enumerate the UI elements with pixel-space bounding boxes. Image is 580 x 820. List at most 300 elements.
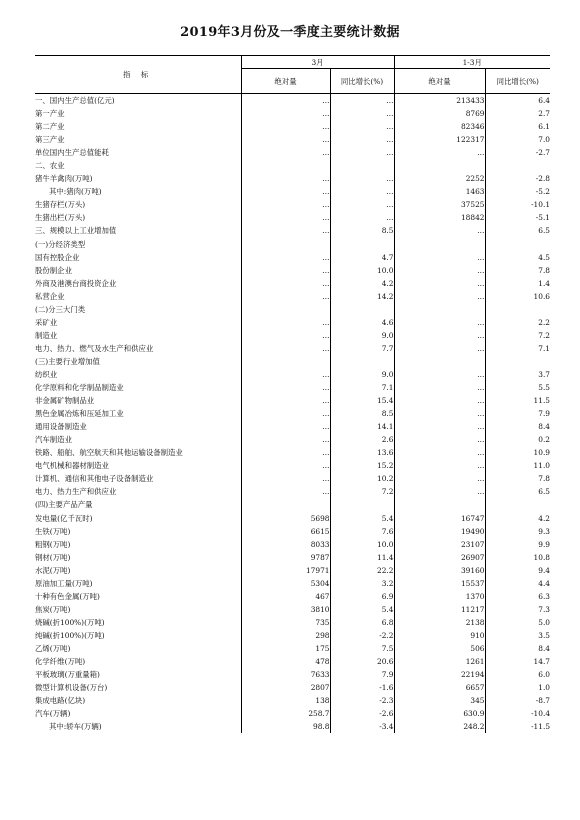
q1-yoy-cell: 10.6 (533, 291, 551, 301)
q1-absolute-cell: 37525 (394, 198, 485, 211)
march-absolute-cell: … (241, 133, 330, 146)
q1-absolute-cell (394, 303, 485, 316)
march-yoy-cell: 6.9 (330, 590, 394, 603)
table-row (35, 720, 550, 733)
march-yoy-cell: 6.8 (330, 616, 394, 629)
table-row (35, 616, 550, 629)
q1-absolute-cell: … (394, 407, 485, 420)
table-row (35, 694, 550, 707)
march-absolute-cell: 175 (241, 642, 330, 655)
q1-yoy-cell: -2.7 (535, 148, 551, 158)
march-absolute-cell: … (241, 420, 330, 433)
q1-absolute-cell: 39160 (394, 564, 485, 577)
row-label: 汽车制造业 (35, 433, 241, 446)
march-yoy-cell: 10.0 (330, 538, 394, 551)
table-row (35, 459, 550, 472)
row-label: 乙烯(万吨) (35, 642, 241, 655)
row-label: 第二产业 (35, 120, 241, 133)
march-yoy-cell: 14.1 (330, 420, 394, 433)
march-absolute-cell: … (241, 185, 330, 198)
q1-yoy-cell: 3.7 (538, 370, 551, 379)
table-row (35, 433, 550, 446)
table-row (35, 368, 550, 381)
march-yoy-cell: 15.4 (330, 394, 394, 407)
q1-absolute-cell: 213433 (394, 94, 485, 108)
statistics-table (35, 55, 550, 733)
q1-absolute-cell (394, 355, 485, 368)
q1-yoy-cell: 14.7 (533, 657, 551, 667)
march-yoy-cell: … (330, 120, 394, 133)
q1-absolute-cell: 1370 (394, 590, 485, 603)
march-yoy-cell: 7.6 (330, 525, 394, 538)
table-row (35, 211, 550, 224)
march-yoy-cell: -2.3 (330, 694, 394, 707)
q1-absolute-cell: … (394, 368, 485, 381)
q1-absolute-cell: … (394, 381, 485, 394)
march-yoy-cell: -1.6 (330, 681, 394, 694)
row-label: 粗钢(万吨) (35, 538, 241, 551)
q1-absolute-cell: … (394, 459, 485, 472)
table-row (35, 185, 550, 198)
table-row (35, 564, 550, 577)
q1-absolute-cell: … (394, 446, 485, 459)
row-label: 生铁(万吨) (35, 525, 241, 538)
row-label: 单位国内生产总值能耗 (35, 146, 241, 159)
row-label: 十种有色金属(万吨) (35, 590, 241, 603)
march-absolute-cell: 298 (241, 629, 330, 642)
march-absolute-cell: 8033 (241, 538, 330, 551)
row-label: 一、国内生产总值(亿元) (35, 94, 241, 108)
row-label: 私营企业 (35, 290, 241, 303)
header-q1-abs: 绝对量 (394, 69, 485, 94)
row-label: 二、农业 (35, 159, 241, 172)
march-yoy-cell: 2.6 (330, 433, 394, 446)
q1-yoy-cell: 2.2 (538, 317, 551, 327)
table-row (35, 172, 550, 185)
march-yoy-cell: 4.6 (330, 316, 394, 329)
march-yoy-cell: 11.4 (330, 551, 394, 564)
row-label: 国有控股企业 (35, 251, 241, 264)
march-absolute-cell (241, 303, 330, 316)
q1-absolute-cell: 910 (394, 629, 485, 642)
march-absolute-cell: … (241, 172, 330, 185)
march-yoy-cell: 7.2 (330, 485, 394, 498)
march-yoy-cell: 20.6 (330, 655, 394, 668)
march-yoy-cell: 4.7 (330, 251, 394, 264)
table-row (35, 668, 550, 681)
q1-absolute-cell: 18842 (394, 211, 485, 224)
q1-absolute-cell: 11217 (394, 603, 485, 616)
q1-yoy-cell: -11.5 (531, 722, 551, 732)
q1-absolute-cell: 506 (394, 642, 485, 655)
row-label: 电气机械和器材制造业 (35, 459, 241, 472)
q1-yoy-cell (485, 355, 550, 368)
march-yoy-cell: 9.0 (330, 368, 394, 381)
q1-yoy-cell: -5.2 (535, 187, 551, 197)
q1-yoy-cell: 7.8 (538, 474, 551, 484)
march-absolute-cell: … (241, 485, 330, 498)
march-yoy-cell: 22.2 (330, 564, 394, 577)
table-row (35, 420, 550, 433)
march-absolute-cell: 5698 (241, 512, 330, 525)
march-yoy-cell (330, 303, 394, 316)
q1-yoy-cell: 9.9 (538, 539, 551, 549)
table-row (35, 316, 550, 329)
table-row (35, 251, 550, 264)
q1-yoy-cell: 4.2 (538, 513, 551, 523)
march-yoy-cell: 5.4 (330, 512, 394, 525)
q1-yoy-cell (485, 498, 550, 511)
march-yoy-cell: 10.0 (330, 264, 394, 277)
march-yoy-cell: … (330, 211, 394, 224)
q1-absolute-cell: … (394, 420, 485, 433)
q1-yoy-cell: 8.4 (538, 643, 551, 653)
march-absolute-cell: … (241, 329, 330, 342)
q1-yoy-cell: 1.0 (538, 683, 551, 693)
march-yoy-cell: 8.5 (330, 407, 394, 420)
march-yoy-cell: … (330, 185, 394, 198)
march-absolute-cell: … (241, 264, 330, 277)
march-absolute-cell: 7633 (241, 668, 330, 681)
q1-absolute-cell: … (394, 329, 485, 342)
table-row (35, 277, 550, 290)
table-row (35, 472, 550, 485)
march-yoy-cell (330, 498, 394, 511)
q1-absolute-cell (394, 238, 485, 251)
table-row (35, 159, 550, 172)
header-q1-yoy: 同比增长(%) (485, 69, 550, 94)
q1-yoy-cell: 10.9 (533, 448, 551, 458)
q1-yoy-cell: 6.5 (538, 487, 551, 497)
header-march: 3月 (241, 56, 394, 69)
header-indicator: 指 标 (35, 56, 241, 94)
table-row (35, 381, 550, 394)
q1-yoy-cell: -10.4 (531, 709, 551, 719)
q1-absolute-cell: … (394, 224, 485, 237)
q1-absolute-cell: 630.9 (394, 707, 485, 720)
q1-yoy-cell: 11.5 (533, 396, 551, 406)
q1-yoy-cell: 4.4 (538, 578, 551, 588)
march-yoy-cell: -3.4 (330, 720, 394, 733)
table-row (35, 224, 550, 237)
march-absolute-cell: … (241, 433, 330, 446)
march-absolute-cell: 2807 (241, 681, 330, 694)
row-label: (一)分经济类型 (35, 238, 241, 251)
table-row (35, 329, 550, 342)
table-row (35, 290, 550, 303)
q1-absolute-cell: 22194 (394, 668, 485, 681)
march-yoy-cell: … (330, 94, 394, 108)
table-row (35, 394, 550, 407)
row-label: 非金属矿物制品业 (35, 394, 241, 407)
q1-yoy-cell: 10.8 (533, 552, 551, 562)
q1-absolute-cell: 82346 (394, 120, 485, 133)
march-yoy-cell: … (330, 198, 394, 211)
table-row (35, 577, 550, 590)
march-yoy-cell: … (330, 133, 394, 146)
q1-yoy-cell: 6.1 (538, 122, 551, 132)
q1-yoy-cell: 11.0 (533, 461, 551, 471)
march-yoy-cell: 7.1 (330, 381, 394, 394)
march-yoy-cell (330, 238, 394, 251)
row-label: 焦炭(万吨) (35, 603, 241, 616)
q1-absolute-cell: 6657 (394, 681, 485, 694)
march-yoy-cell: 7.7 (330, 342, 394, 355)
row-label: 计算机、通信和其他电子设备制造业 (35, 472, 241, 485)
q1-absolute-cell: 19490 (394, 525, 485, 538)
table-row (35, 407, 550, 420)
q1-absolute-cell: … (394, 316, 485, 329)
table-row (35, 707, 550, 720)
row-label: 生猪存栏(万头) (35, 198, 241, 211)
march-yoy-cell: 9.0 (330, 329, 394, 342)
march-absolute-cell: … (241, 146, 330, 159)
march-absolute-cell: … (241, 342, 330, 355)
row-label: 黑色金属冶炼和压延加工业 (35, 407, 241, 420)
q1-yoy-cell: 1.4 (538, 278, 551, 288)
march-yoy-cell (330, 159, 394, 172)
row-label: 外商及港澳台商投资企业 (35, 277, 241, 290)
table-row (35, 133, 550, 146)
q1-absolute-cell: 2252 (394, 172, 485, 185)
q1-yoy-cell: 9.4 (538, 565, 551, 575)
table-row (35, 94, 550, 108)
page-title: 2019年3月份及一季度主要统计数据 (180, 25, 400, 40)
march-absolute-cell: … (241, 198, 330, 211)
q1-yoy-cell (485, 159, 550, 172)
q1-yoy-cell: 7.8 (538, 265, 551, 275)
march-absolute-cell (241, 238, 330, 251)
q1-absolute-cell: … (394, 394, 485, 407)
row-label: 采矿业 (35, 316, 241, 329)
q1-yoy-cell (485, 303, 550, 316)
table-row (35, 642, 550, 655)
table-row (35, 551, 550, 564)
march-absolute-cell (241, 355, 330, 368)
row-label: (二)分三大门类 (35, 303, 241, 316)
table-row (35, 681, 550, 694)
march-absolute-cell: … (241, 94, 330, 108)
q1-yoy-cell: 3.5 (538, 630, 551, 640)
q1-absolute-cell: … (394, 342, 485, 355)
table-row (35, 655, 550, 668)
row-label: 猪牛羊禽肉(万吨) (35, 172, 241, 185)
table-row (35, 485, 550, 498)
march-absolute-cell: 467 (241, 590, 330, 603)
q1-yoy-cell: -2.8 (535, 174, 551, 184)
table-row (35, 303, 550, 316)
q1-absolute-cell: … (394, 277, 485, 290)
row-label: 股份制企业 (35, 264, 241, 277)
march-absolute-cell: … (241, 459, 330, 472)
march-absolute-cell (241, 498, 330, 511)
row-label: 集成电路(亿块) (35, 694, 241, 707)
q1-yoy-cell: 7.1 (538, 343, 551, 353)
march-absolute-cell: 98.8 (241, 720, 330, 733)
q1-yoy-cell: 7.0 (538, 135, 551, 145)
q1-yoy-cell: -10.1 (531, 200, 551, 210)
row-label: 电力、热力、燃气及水生产和供应业 (35, 342, 241, 355)
row-label: 水泥(万吨) (35, 564, 241, 577)
march-absolute-cell: 258.7 (241, 707, 330, 720)
q1-absolute-cell: 15537 (394, 577, 485, 590)
table-row (35, 264, 550, 277)
march-absolute-cell: 17971 (241, 564, 330, 577)
q1-absolute-cell: … (394, 264, 485, 277)
march-absolute-cell: … (241, 368, 330, 381)
march-absolute-cell: … (241, 472, 330, 485)
q1-absolute-cell: 345 (394, 694, 485, 707)
march-yoy-cell: 5.4 (330, 603, 394, 616)
table-row (35, 120, 550, 133)
row-label: 三、规模以上工业增加值 (35, 224, 241, 237)
march-yoy-cell: … (330, 107, 394, 120)
q1-yoy-cell: 0.2 (538, 435, 551, 445)
q1-yoy-cell: 4.5 (538, 252, 551, 262)
table-row (35, 198, 550, 211)
march-absolute-cell: 3810 (241, 603, 330, 616)
q1-absolute-cell: 8769 (394, 107, 485, 120)
row-label: 原油加工量(万吨) (35, 577, 241, 590)
march-yoy-cell: 7.5 (330, 642, 394, 655)
march-absolute-cell: … (241, 290, 330, 303)
q1-absolute-cell: 16747 (394, 512, 485, 525)
q1-absolute-cell: … (394, 251, 485, 264)
row-label: (三)主要行业增加值 (35, 355, 241, 368)
row-label: 第三产业 (35, 133, 241, 146)
row-label: 生猪出栏(万头) (35, 211, 241, 224)
row-label: 其中:轿车(万辆) (35, 720, 241, 733)
row-label: 纺织业 (35, 368, 241, 381)
row-label: 通用设备制造业 (35, 420, 241, 433)
q1-yoy-cell: 7.3 (538, 604, 551, 614)
q1-absolute-cell: 1261 (394, 655, 485, 668)
row-label: 铁路、船舶、航空航天和其他运输设备制造业 (35, 446, 241, 459)
row-label: 平板玻璃(万重量箱) (35, 668, 241, 681)
q1-yoy-cell: 6.3 (538, 591, 551, 601)
table-row (35, 446, 550, 459)
march-absolute-cell: 6615 (241, 525, 330, 538)
q1-yoy-cell: 8.4 (538, 422, 551, 432)
table-row (35, 512, 550, 525)
march-yoy-cell (330, 355, 394, 368)
q1-yoy-cell: 6.0 (538, 670, 551, 680)
march-absolute-cell: … (241, 407, 330, 420)
table-row (35, 342, 550, 355)
q1-absolute-cell: 2138 (394, 616, 485, 629)
march-absolute-cell: … (241, 224, 330, 237)
march-absolute-cell: … (241, 251, 330, 264)
q1-yoy-cell: 7.2 (538, 330, 551, 340)
header-march-yoy: 同比增长(%) (330, 69, 394, 94)
q1-yoy-cell: 5.5 (538, 383, 551, 393)
q1-absolute-cell: 248.2 (394, 720, 485, 733)
march-absolute-cell: … (241, 107, 330, 120)
row-label: 制造业 (35, 329, 241, 342)
q1-absolute-cell: … (394, 472, 485, 485)
q1-absolute-cell: 122317 (394, 133, 485, 146)
header-q1: 1-3月 (394, 56, 550, 69)
q1-absolute-cell (394, 159, 485, 172)
table-row (35, 498, 550, 511)
row-label: 烧碱(折100%)(万吨) (35, 616, 241, 629)
march-yoy-cell: 8.5 (330, 224, 394, 237)
march-absolute-cell: … (241, 446, 330, 459)
row-label: 汽车(万辆) (35, 707, 241, 720)
row-label: (四)主要产品产量 (35, 498, 241, 511)
header-march-abs: 绝对量 (241, 69, 330, 94)
q1-yoy-cell (485, 238, 550, 251)
march-absolute-cell: … (241, 394, 330, 407)
row-label: 纯碱(折100%)(万吨) (35, 629, 241, 642)
march-yoy-cell: 14.2 (330, 290, 394, 303)
table-row (35, 146, 550, 159)
march-yoy-cell: -2.6 (330, 707, 394, 720)
table-body (35, 94, 550, 734)
march-absolute-cell: … (241, 211, 330, 224)
table-row (35, 590, 550, 603)
q1-absolute-cell: … (394, 146, 485, 159)
march-yoy-cell: -2.2 (330, 629, 394, 642)
table-row (35, 355, 550, 368)
march-absolute-cell: 9787 (241, 551, 330, 564)
q1-yoy-cell: 7.9 (538, 409, 551, 419)
march-absolute-cell: … (241, 277, 330, 290)
march-yoy-cell: 13.6 (330, 446, 394, 459)
q1-absolute-cell: 23107 (394, 538, 485, 551)
q1-yoy-cell: 2.7 (538, 109, 551, 119)
row-label: 其中:猪肉(万吨) (35, 185, 241, 198)
march-yoy-cell: … (330, 146, 394, 159)
table-row (35, 238, 550, 251)
q1-absolute-cell: 26907 (394, 551, 485, 564)
q1-yoy-cell: -8.7 (535, 696, 551, 706)
row-label: 发电量(亿千瓦时) (35, 512, 241, 525)
q1-yoy-cell: -5.1 (535, 213, 551, 223)
march-absolute-cell: … (241, 381, 330, 394)
march-yoy-cell: 7.9 (330, 668, 394, 681)
q1-yoy-cell: 6.4 (538, 96, 551, 106)
march-absolute-cell: … (241, 316, 330, 329)
row-label: 钢材(万吨) (35, 551, 241, 564)
row-label: 化学纤维(万吨) (35, 655, 241, 668)
march-yoy-cell: 15.2 (330, 459, 394, 472)
march-yoy-cell: 10.2 (330, 472, 394, 485)
row-label: 电力、热力生产和供应业 (35, 485, 241, 498)
table-row (35, 107, 550, 120)
march-yoy-cell: … (330, 172, 394, 185)
row-label: 第一产业 (35, 107, 241, 120)
q1-yoy-cell: 6.5 (538, 226, 551, 236)
table-row (35, 603, 550, 616)
table-row (35, 525, 550, 538)
march-absolute-cell (241, 159, 330, 172)
header-row-periods (35, 56, 550, 69)
march-absolute-cell: 735 (241, 616, 330, 629)
march-absolute-cell: 5304 (241, 577, 330, 590)
march-absolute-cell: … (241, 120, 330, 133)
march-absolute-cell: 478 (241, 655, 330, 668)
table-row (35, 629, 550, 642)
q1-absolute-cell: 1463 (394, 185, 485, 198)
row-label: 微型计算机设备(万台) (35, 681, 241, 694)
q1-yoy-cell: 5.0 (538, 617, 551, 627)
row-label: 化学原料和化学制品制造业 (35, 381, 241, 394)
q1-absolute-cell (394, 498, 485, 511)
march-yoy-cell: 3.2 (330, 577, 394, 590)
march-yoy-cell: 4.2 (330, 277, 394, 290)
q1-yoy-cell: 9.3 (538, 526, 551, 536)
